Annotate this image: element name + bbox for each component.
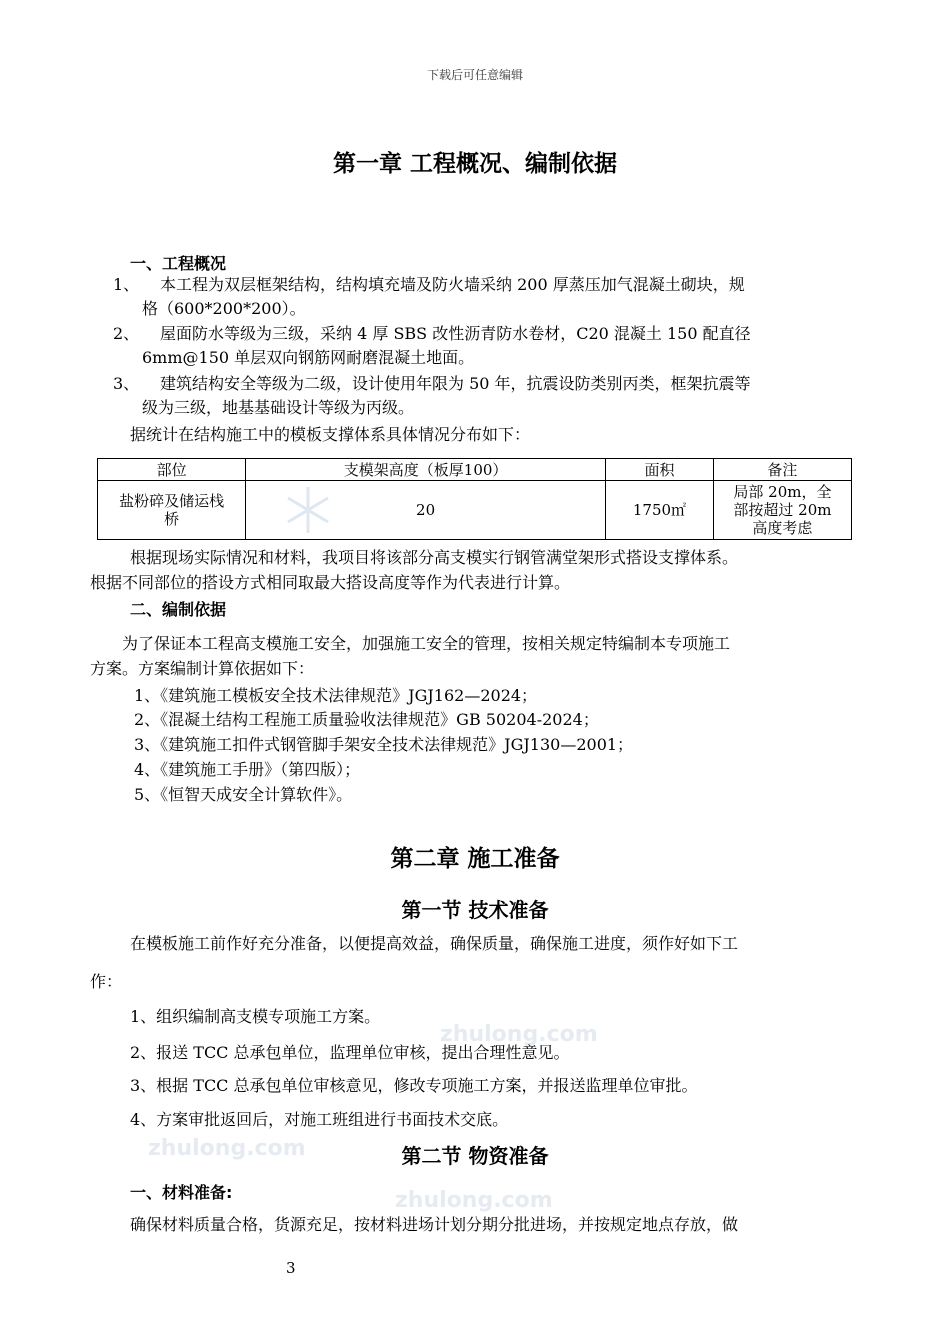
cell-area: 1750㎡	[606, 481, 714, 540]
tech-item: 1、组织编制高支模专项施工方案。	[130, 1007, 381, 1026]
header-height: 支模架高度（板厚100）	[246, 459, 606, 481]
section-basis-heading: 二、编制依据	[130, 600, 227, 619]
reference-item: 4、《建筑施工手册》（第四版）；	[134, 760, 361, 779]
tech-intro-line1: 在模板施工前作好充分准备，以便提高效益，确保质量，确保施工进度，须作好如下工	[130, 934, 739, 953]
item-3-line2: 级为三级，地基基础设计等级为丙级。	[142, 398, 415, 417]
header-note: 备注	[713, 459, 851, 481]
item-3-number: 3、	[113, 374, 140, 393]
item-2-line1: 屋面防水等级为三级，采纳 4 厚 SBS 改性沥青防水卷材，C20 混凝土 150 配直径	[160, 324, 751, 343]
item-1-line1: 本工程为双层框架结构，结构填充墙及防火墙采纳 200 厚蒸压加气混凝土砌块，规	[160, 275, 745, 294]
reference-item: 5、《恒智天成安全计算软件》。	[134, 785, 353, 804]
tech-item: 3、根据 TCC 总承包单位审核意见，修改专项施工方案，并报送监理单位审批。	[130, 1076, 698, 1095]
zhulong-watermark: zhulong.com	[148, 1136, 306, 1161]
chapter2-title: 第二章 施工准备	[390, 846, 560, 872]
header-location: 部位	[98, 459, 246, 481]
reference-item: 1、《建筑施工模板安全技术法律规范》JGJ162—2024；	[134, 686, 538, 705]
cell-note	[713, 481, 851, 540]
material-line1: 确保材料质量合格，货源充足，按材料进场计划分期分批进场，并按规定地点存放，做	[130, 1215, 739, 1234]
reference-item: 2、《混凝土结构工程施工质量验收法律规范》GB 50204-2024；	[134, 710, 599, 729]
subsection-material-title: 第二节 物资准备	[401, 1144, 549, 1168]
after-table-line1: 根据现场实际情况和材料，我项目将该部分高支模实行钢管满堂架形式搭设支撑体系。	[130, 548, 739, 567]
subsection-tech-title: 第一节 技术准备	[401, 898, 549, 922]
cell-height: 20	[246, 481, 606, 540]
table-intro: 据统计在结构施工中的模板支撑体系具体情况分布如下：	[130, 425, 531, 444]
item-2-line2: 6mm@150 单层双向钢筋网耐磨混凝土地面。	[142, 348, 475, 367]
note-line3: 高度考虑	[752, 519, 813, 537]
tech-item: 2、报送 TCC 总承包单位，监理单位审核，提出合理性意见。	[130, 1043, 570, 1062]
basis-line2: 方案。方案编制计算依据如下：	[90, 659, 315, 678]
page-number: 3	[286, 1259, 296, 1277]
basis-line1: 为了保证本工程高支模施工安全，加强施工安全的管理，按相关规定特编制本专项施工	[122, 634, 731, 653]
note-line1: 局部 20m，全	[733, 483, 832, 501]
after-table-line2: 根据不同部位的搭设方式相同取最大搭设高度等作为代表进行计算。	[90, 573, 571, 592]
tech-item: 4、方案审批返回后，对施工班组进行书面技术交底。	[130, 1110, 509, 1129]
reference-item: 3、《建筑施工扣件式钢管脚手架安全技术法律规范》JGJ130—2001；	[134, 735, 634, 754]
location-line2: 桥	[164, 510, 180, 528]
section-overview-heading: 一、工程概况	[130, 254, 227, 273]
chapter1-title: 第一章 工程概况、编制依据	[332, 151, 617, 177]
item-1-number: 1、	[113, 275, 140, 294]
formwork-table	[97, 458, 852, 540]
table-row	[98, 481, 852, 540]
table-header-row	[98, 459, 852, 481]
item-1-line2: 格（600*200*200）。	[142, 299, 306, 318]
material-heading: 一、材料准备:	[130, 1183, 233, 1202]
header-area: 面积	[606, 459, 714, 481]
note-line2: 部按超过 20m	[733, 501, 832, 519]
item-2-number: 2、	[113, 324, 140, 343]
zhulong-watermark: zhulong.com	[395, 1188, 553, 1213]
zhulong-watermark: zhulong.com	[440, 1022, 598, 1047]
item-3-line1: 建筑结构安全等级为二级，设计使用年限为 50 年，抗震设防类别丙类，框架抗震等	[160, 374, 751, 393]
location-line1: 盐粉碎及储运栈	[119, 492, 225, 510]
cell-location	[98, 481, 246, 540]
tech-intro-line2: 作：	[90, 972, 123, 991]
download-note: 下载后可任意编辑	[426, 68, 523, 82]
